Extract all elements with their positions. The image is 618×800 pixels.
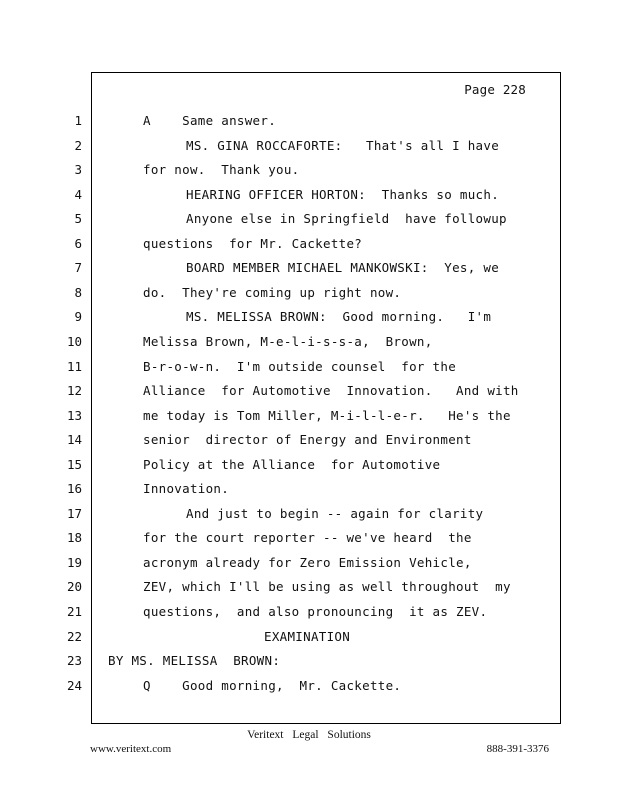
transcript-line: questions for Mr. Cackette? bbox=[143, 235, 363, 251]
transcript-line: Anyone else in Springfield have followup bbox=[186, 211, 507, 227]
line-number: 24 bbox=[66, 677, 82, 693]
line-number: 2 bbox=[74, 137, 82, 153]
line-number: 20 bbox=[66, 579, 82, 595]
line-number: 16 bbox=[66, 481, 82, 497]
line-number: 12 bbox=[66, 383, 82, 399]
line-number: 7 bbox=[74, 260, 82, 276]
line-number: 19 bbox=[66, 554, 82, 570]
line-number: 8 bbox=[74, 284, 82, 300]
transcript-line: senior director of Energy and Environment bbox=[143, 432, 472, 448]
transcript-line: BOARD MEMBER MICHAEL MANKOWSKI: Yes, we bbox=[186, 260, 500, 276]
line-number: 11 bbox=[66, 358, 82, 374]
line-number: 21 bbox=[66, 604, 82, 619]
transcript-line: MS. MELISSA BROWN: Good morning. I'm bbox=[186, 309, 492, 325]
line-number: 13 bbox=[66, 407, 82, 423]
line-number: 14 bbox=[66, 432, 82, 448]
footer-website: www.veritext.com bbox=[90, 743, 172, 755]
line-number: 5 bbox=[74, 211, 82, 227]
page-number: Page 228 bbox=[464, 82, 526, 97]
transcript-line: EXAMINATION bbox=[264, 628, 351, 644]
transcript-line: MS. GINA ROCCAFORTE: That's all I have bbox=[186, 137, 500, 153]
line-number: 22 bbox=[66, 628, 82, 644]
transcript-line: me today is Tom Miller, M-i-l-l-e-r. He's the bbox=[143, 407, 511, 423]
line-number: 18 bbox=[66, 530, 82, 546]
transcript-line: Melissa Brown, M-e-l-i-s-s-a, Brown, bbox=[143, 333, 433, 349]
transcript-line: And just to begin -- again for clarity bbox=[186, 505, 484, 521]
transcript-line: questions, and also pronouncing it as ZEV. bbox=[143, 604, 488, 619]
transcript-line: Innovation. bbox=[143, 481, 230, 497]
footer-company: Veritext Legal Solutions bbox=[247, 729, 371, 741]
line-number: 10 bbox=[66, 333, 82, 349]
transcript-line: Q Good morning, Mr. Cackette. bbox=[143, 677, 402, 693]
transcript-line: A Same answer. bbox=[143, 113, 277, 128]
line-number: 4 bbox=[74, 186, 82, 202]
line-number: 15 bbox=[66, 456, 82, 472]
transcript-line: B-r-o-w-n. I'm outside counsel for the bbox=[143, 358, 457, 374]
line-number: 3 bbox=[74, 162, 82, 178]
transcript-line: Policy at the Alliance for Automotive bbox=[143, 456, 441, 472]
line-number: 23 bbox=[66, 653, 82, 669]
footer-phone: 888-391-3376 bbox=[486, 743, 549, 755]
line-number: 1 bbox=[74, 113, 82, 128]
line-number: 6 bbox=[74, 235, 82, 251]
transcript-line: acronym already for Zero Emission Vehicle, bbox=[143, 554, 472, 570]
transcript-line: BY MS. MELISSA BROWN: bbox=[108, 653, 281, 669]
transcript-line: Alliance for Automotive Innovation. And with bbox=[143, 383, 519, 399]
transcript-line: ZEV, which I'll be using as well throughout my bbox=[143, 579, 511, 595]
line-number: 9 bbox=[74, 309, 82, 325]
line-number: 17 bbox=[66, 505, 82, 521]
transcript-line: HEARING OFFICER HORTON: Thanks so much. bbox=[186, 186, 500, 202]
transcript-line: for the court reporter -- we've heard the bbox=[143, 530, 472, 546]
transcript-line: for now. Thank you. bbox=[143, 162, 300, 178]
transcript-line: do. They're coming up right now. bbox=[143, 284, 402, 300]
